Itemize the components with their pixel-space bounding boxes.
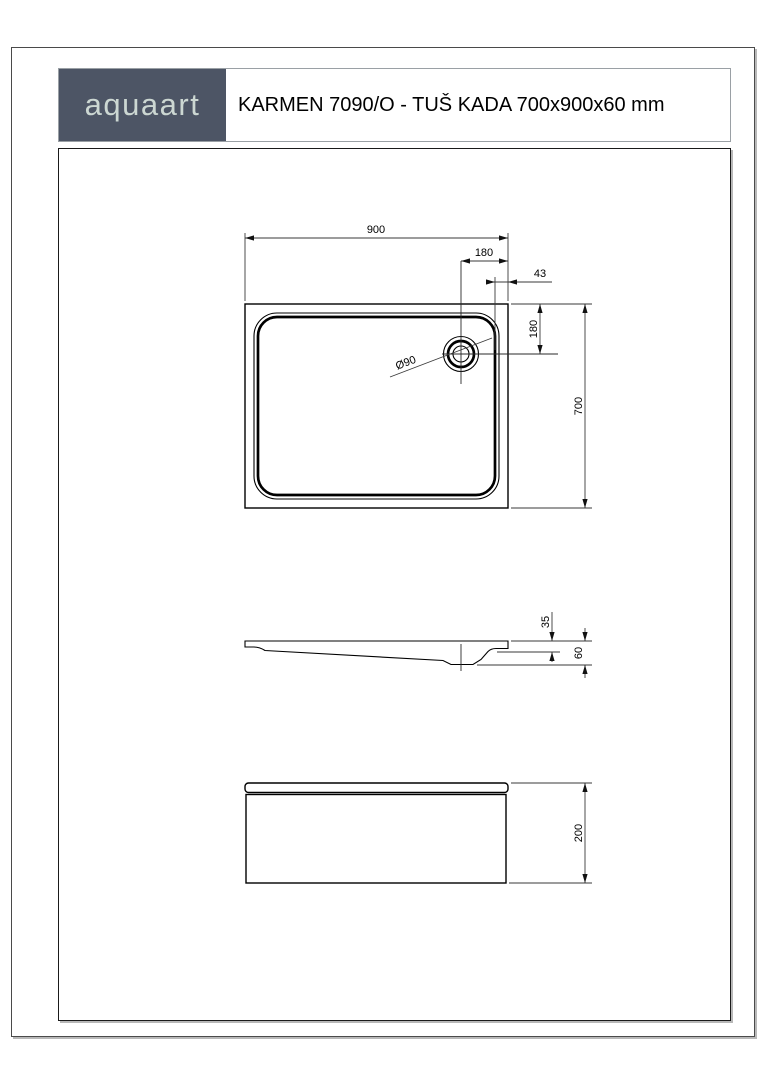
dim-label-200: 200 — [573, 823, 585, 843]
arrowhead — [549, 632, 554, 641]
product-title: KARMEN 7090/O - TUŠ KADA 700x900x60 mm — [238, 93, 665, 116]
drain-diameter-label: Ø90 — [394, 353, 418, 373]
arrowhead — [549, 652, 554, 661]
dim-total-height — [477, 628, 592, 678]
dim-panel-height — [509, 783, 592, 883]
arrowhead — [582, 874, 587, 883]
arrowhead — [582, 783, 587, 792]
arrowhead — [499, 235, 508, 240]
arrowhead — [582, 632, 587, 641]
dim-drain-offset-y — [511, 304, 592, 354]
dim-label-700: 700 — [573, 396, 585, 416]
tray-profile-outline — [245, 641, 508, 665]
arrowhead — [582, 499, 587, 508]
dim-overall-depth — [511, 304, 592, 508]
tray-rim-front — [245, 783, 508, 793]
arrowhead — [537, 345, 542, 354]
dim-label-180-right: 180 — [528, 319, 540, 339]
arrowhead — [508, 279, 517, 284]
top-view — [245, 224, 592, 508]
dim-rim-depth — [497, 612, 560, 662]
basin-edge-line — [258, 317, 495, 495]
arrowhead — [245, 235, 254, 240]
dim-drain-offset-x — [461, 247, 508, 264]
arrowhead — [582, 304, 587, 313]
dim-label-180-top: 180 — [474, 247, 494, 259]
arrowhead — [486, 279, 495, 284]
front-panel — [246, 795, 506, 884]
dim-label-35: 35 — [540, 615, 552, 629]
side-view — [245, 612, 592, 678]
brand-logo-text: aquaart — [84, 87, 201, 122]
dim-label-60: 60 — [573, 646, 585, 660]
arrowhead — [537, 304, 542, 313]
tray-outer-edge — [245, 304, 508, 508]
front-view — [245, 783, 592, 883]
dim-label-43: 43 — [533, 268, 547, 280]
dim-label-900: 900 — [366, 224, 386, 236]
arrowhead — [499, 258, 508, 263]
arrowhead — [582, 665, 587, 674]
arrowhead — [461, 258, 470, 263]
